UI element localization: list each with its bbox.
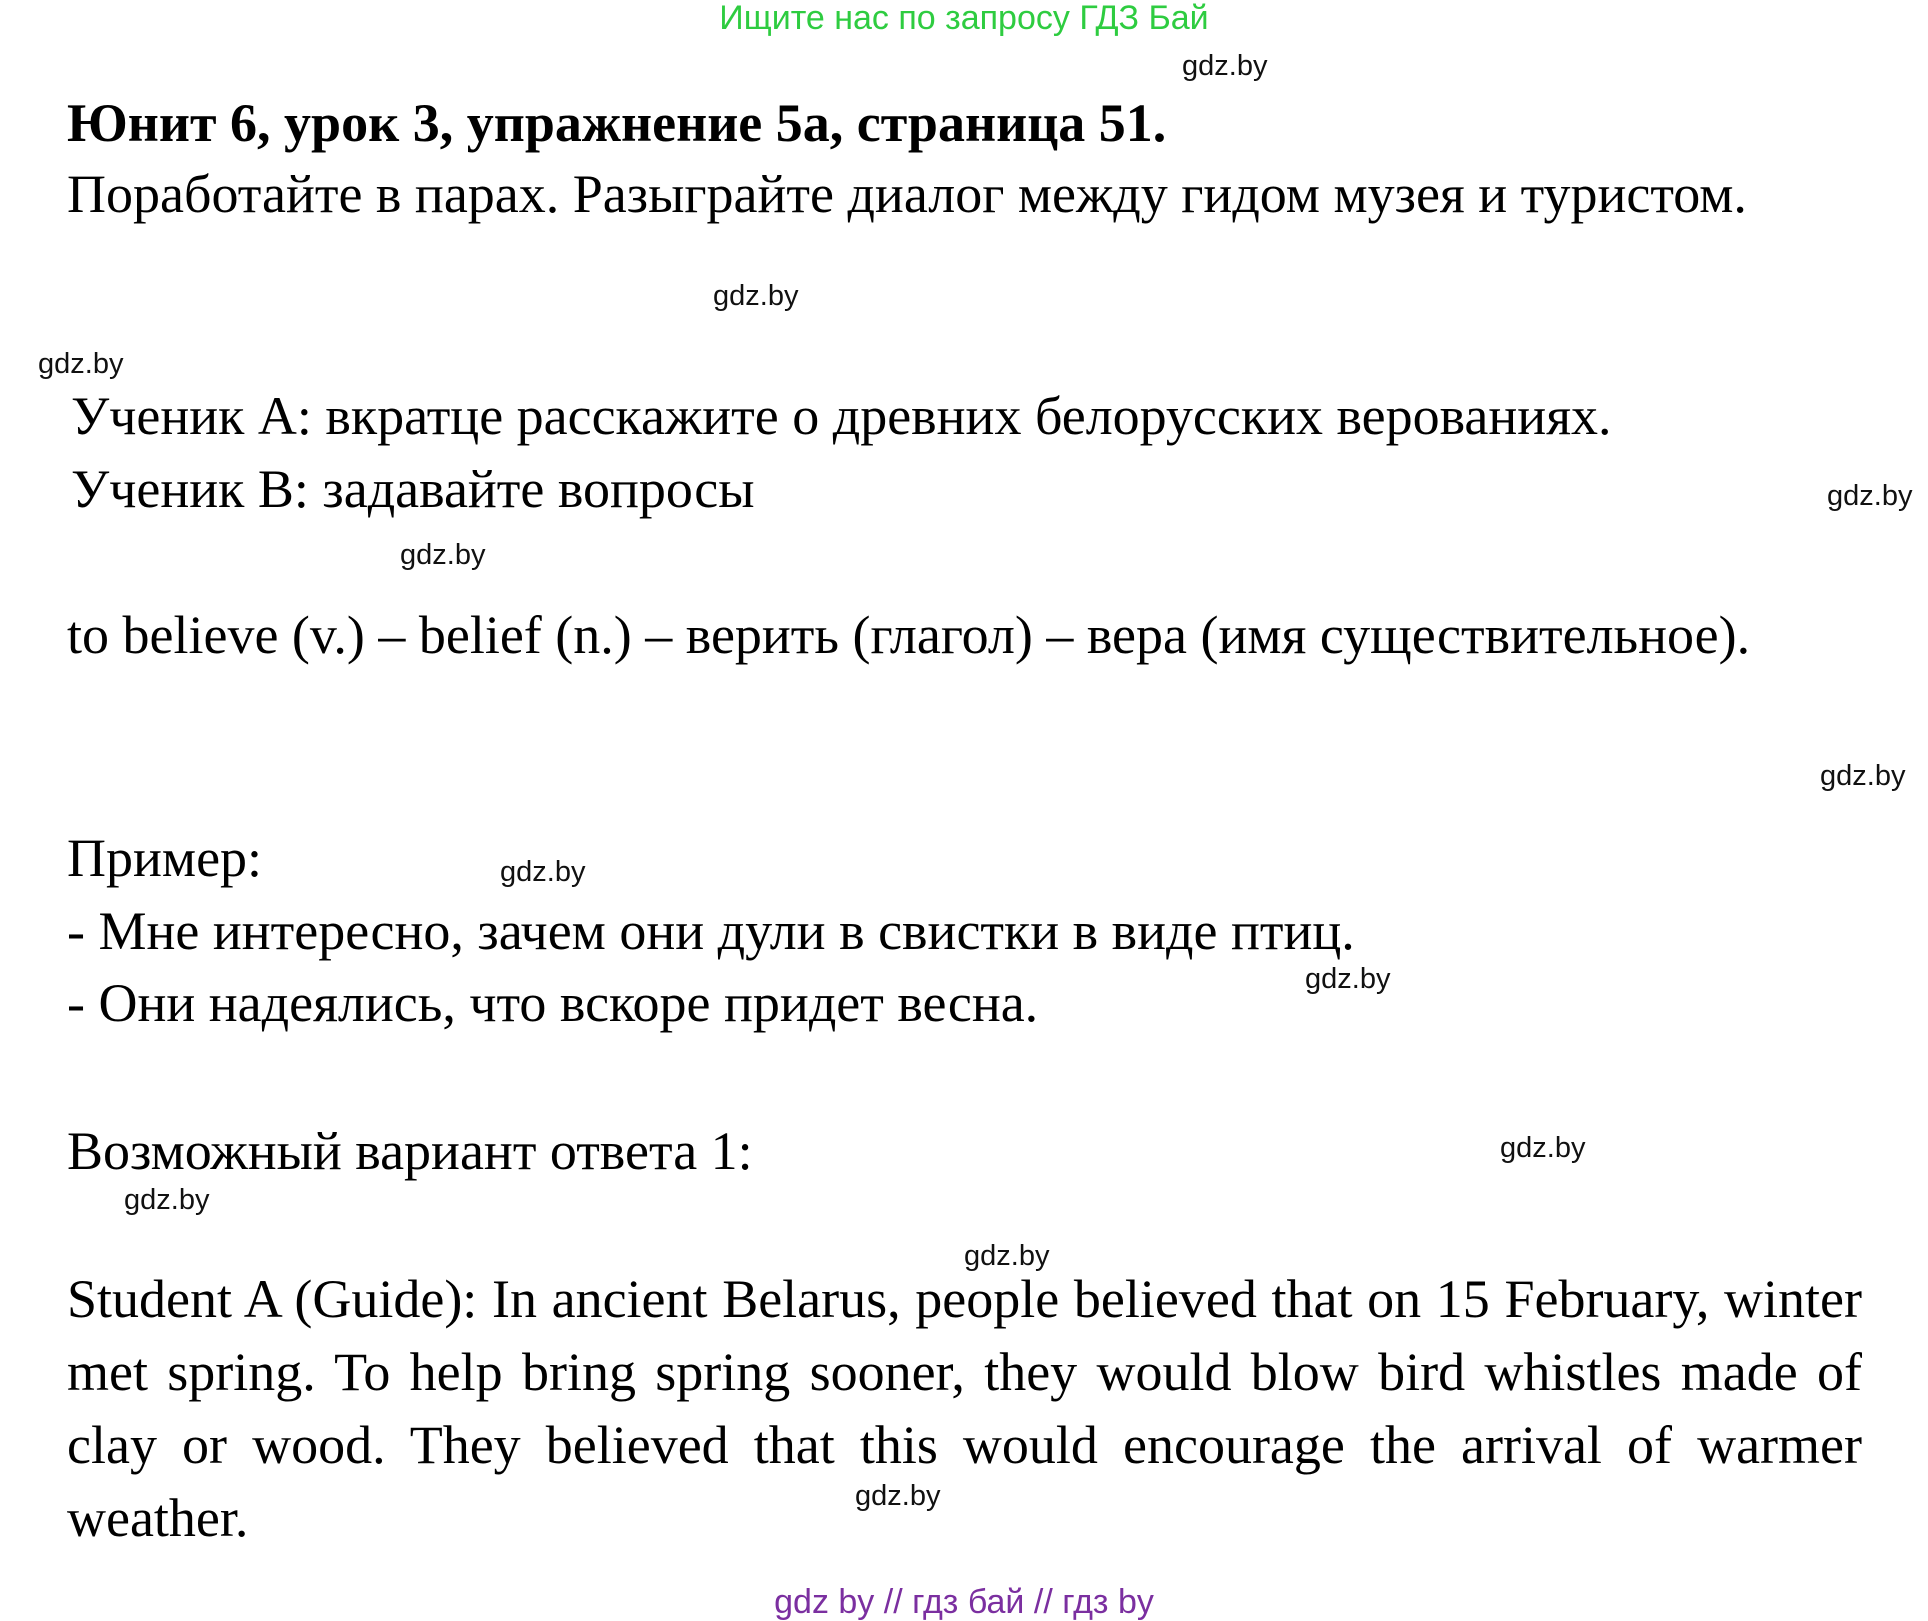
example-answer: - Они надеялись, что вскоре придет весна.	[67, 973, 1039, 1033]
watermark: gdz.by	[124, 1184, 210, 1216]
top-banner: Ищите нас по запросу ГДЗ Бай	[719, 0, 1209, 37]
watermark: gdz.by	[500, 856, 586, 888]
watermark: gdz.by	[1820, 760, 1906, 792]
watermark: gdz.by	[964, 1240, 1050, 1272]
example-label: Пример:	[67, 828, 263, 888]
answer-label: Возможный вариант ответа 1:	[67, 1121, 753, 1181]
watermark: gdz.by	[1182, 50, 1268, 82]
task-instruction: Поработайте в парах. Разыграйте диалог между гидом музея и туристом.	[67, 164, 1747, 224]
watermark: gdz.by	[1500, 1132, 1586, 1164]
watermark: gdz.by	[1827, 480, 1913, 512]
page-title: Юнит 6, урок 3, упражнение 5а, страница 51.	[67, 93, 1167, 153]
watermark: gdz.by	[1305, 963, 1391, 995]
watermark: gdz.by	[713, 280, 799, 312]
vocabulary-note: to believe (v.) – belief (n.) – верить (глагол) – вера (имя существительное).	[67, 605, 1751, 665]
example-question: - Мне интересно, зачем они дули в свистки в виде птиц.	[67, 901, 1355, 961]
watermark: gdz.by	[400, 539, 486, 571]
answer-text: Student A (Guide): In ancient Belarus, people believed that on 15 February, winter met spring. To help bring spring sooner, they would blow bird whistles made of clay or wood. They believed that this would encourage the arrival of warmer weather.	[67, 1269, 1862, 1548]
student-b-line: Ученик B: задавайте вопросы	[71, 459, 755, 519]
student-a-line: Ученик A: вкратце расскажите о древних белорусских верованиях.	[71, 386, 1612, 446]
footer-links: gdz by // гдз бай // гдз by	[774, 1583, 1154, 1621]
watermark: gdz.by	[855, 1480, 941, 1512]
watermark: gdz.by	[38, 348, 124, 380]
